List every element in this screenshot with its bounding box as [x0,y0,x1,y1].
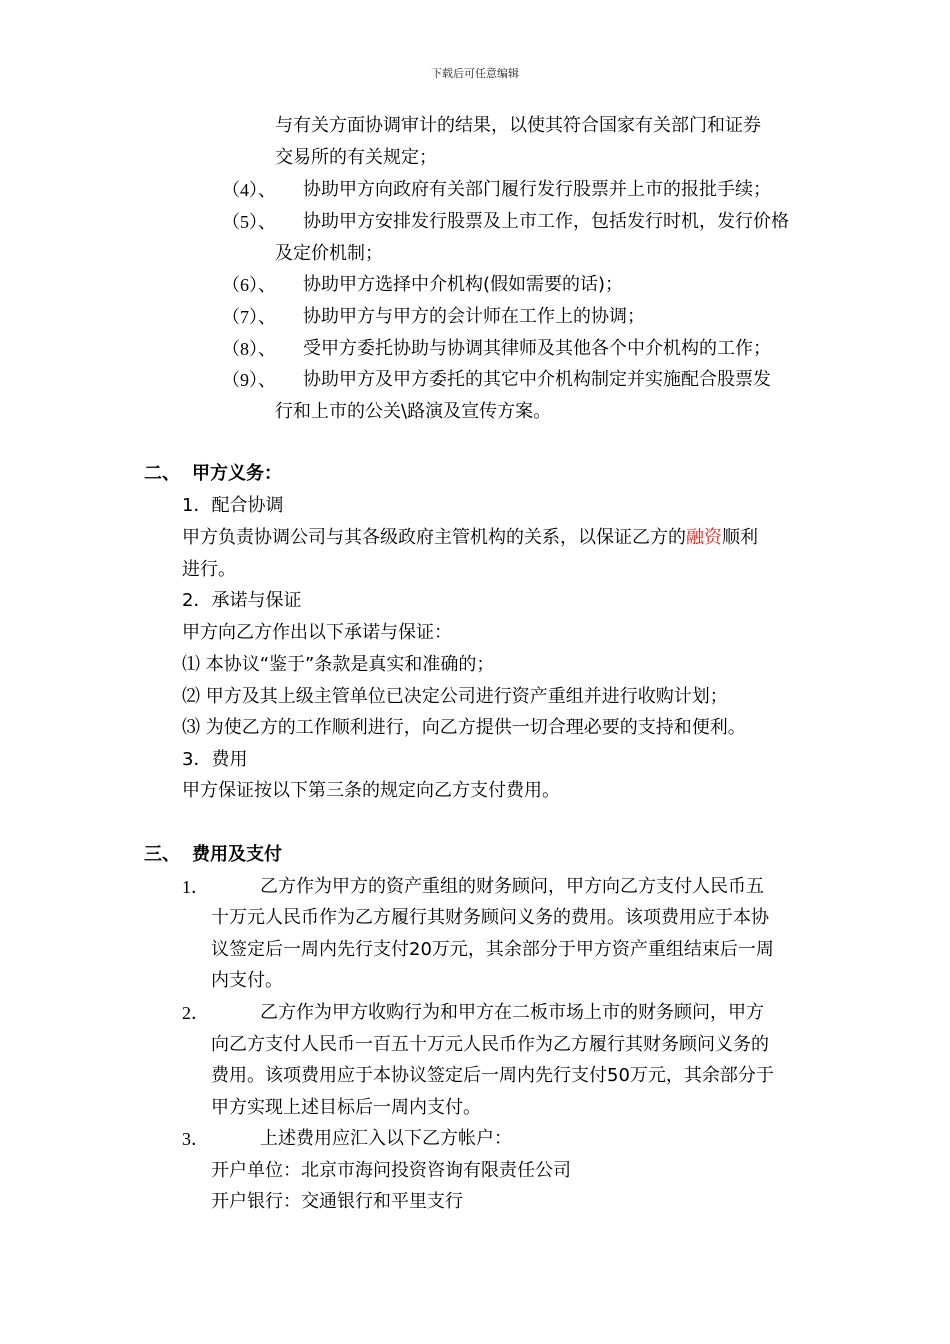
section2-sub3-text: 甲方保证按以下第三条的规定向乙方支付费用。 [182,780,560,801]
section2-sub2-heading: 2．承诺与保证 [182,590,302,611]
item3-continuation-line1: 与有关方面协调审计的结果，以使其符合国家有关部门和证券 [275,115,761,136]
section3-item1-line2: 十万元人民币作为乙方履行其财务顾问义务的费用。该项费用应于本协 [211,907,769,928]
section2-sub1-paragraph [182,526,758,550]
section3-number: 三、 [144,844,180,865]
item7-text: 协助甲方与甲方的会计师在工作上的协调； [303,306,645,327]
sub1-text-part1: 甲方负责协调公司与其各级政府主管机构的关系，以保证乙方的 [182,527,686,548]
section2-sub2-item1: ⑴ 本协议“鉴于”条款是真实和准确的； [182,654,495,675]
item4-label: （4）、 [222,180,276,200]
account-bank: 开户银行：交通银行和平里支行 [211,1191,463,1212]
section3-item1-line4: 内支付。 [211,970,283,991]
item4-text: 协助甲方向政府有关部门履行发行股票并上市的报批手续； [303,179,771,200]
section2-number: 二、 [144,463,180,484]
section2-sub1-continuation: 进行。 [182,559,236,580]
section3-item2-line2: 向乙方支付人民币一百五十万元人民币作为乙方履行其财务顾问义务的 [211,1034,769,1055]
item6-text: 协助甲方选择中介机构(假如需要的话)； [303,274,624,295]
section2-title: 甲方义务： [192,463,282,484]
item3-continuation-line2: 交易所的有关规定； [275,147,437,168]
section3-title: 费用及支付 [192,844,282,865]
item5-text: 协助甲方安排发行股票及上市工作，包括发行时机，发行价格 [303,211,789,232]
item7-label: （7）、 [222,307,276,327]
section2-sub2-intro: 甲方向乙方作出以下承诺与保证： [182,622,452,643]
section2-sub1-heading: 1．配合协调 [182,495,284,516]
item9-label: （9）、 [222,370,276,390]
section3-item2-label: 2． [182,1003,209,1023]
item5-label: （5）、 [222,212,276,232]
section3-item2-line1: 乙方作为甲方收购行为和甲方在二板市场上市的财务顾问，甲方 [260,1002,764,1023]
section2-sub3-heading: 3．费用 [182,749,248,770]
item8-label: （8）、 [222,339,276,359]
sub1-text-highlight: 融资 [686,527,722,548]
item9-text: 协助甲方及甲方委托的其它中介机构制定并实施配合股票发 [303,369,771,390]
section3-item3-line1: 上述费用应汇入以下乙方帐户： [260,1128,512,1149]
section3-item3-label: 3． [182,1129,209,1149]
item9-continuation: 行和上市的公关\路演及宣传方案。 [275,401,552,422]
account-unit: 开户单位：北京市海问投资咨询有限责任公司 [211,1160,571,1181]
section2-sub2-item2: ⑵ 甲方及其上级主管单位已决定公司进行资产重组并进行收购计划； [182,686,728,707]
page-header: 下载后可任意编辑 [431,67,519,80]
section3-item1-label: 1． [182,877,209,897]
item5-continuation: 及定价机制； [275,243,383,264]
section2-sub2-item3: ⑶ 为使乙方的工作顺利进行，向乙方提供一切合理必要的支持和便利。 [182,717,746,738]
item6-label: （6）、 [222,275,276,295]
section3-item2-line3: 费用。该项费用应于本协议签定后一周内先行支付50万元，其余部分于 [211,1065,774,1086]
section3-item1-line3: 议签定后一周内先行支付20万元，其余部分于甲方资产重组结束后一周 [211,939,774,960]
sub1-text-part2: 顺利 [722,527,758,548]
item8-text: 受甲方委托协助与协调其律师及其他各个中介机构的工作； [303,338,771,359]
section3-item1-line1: 乙方作为甲方的资产重组的财务顾问，甲方向乙方支付人民币五 [260,876,764,897]
section3-item2-line4: 甲方实现上述目标后一周内支付。 [211,1097,481,1118]
